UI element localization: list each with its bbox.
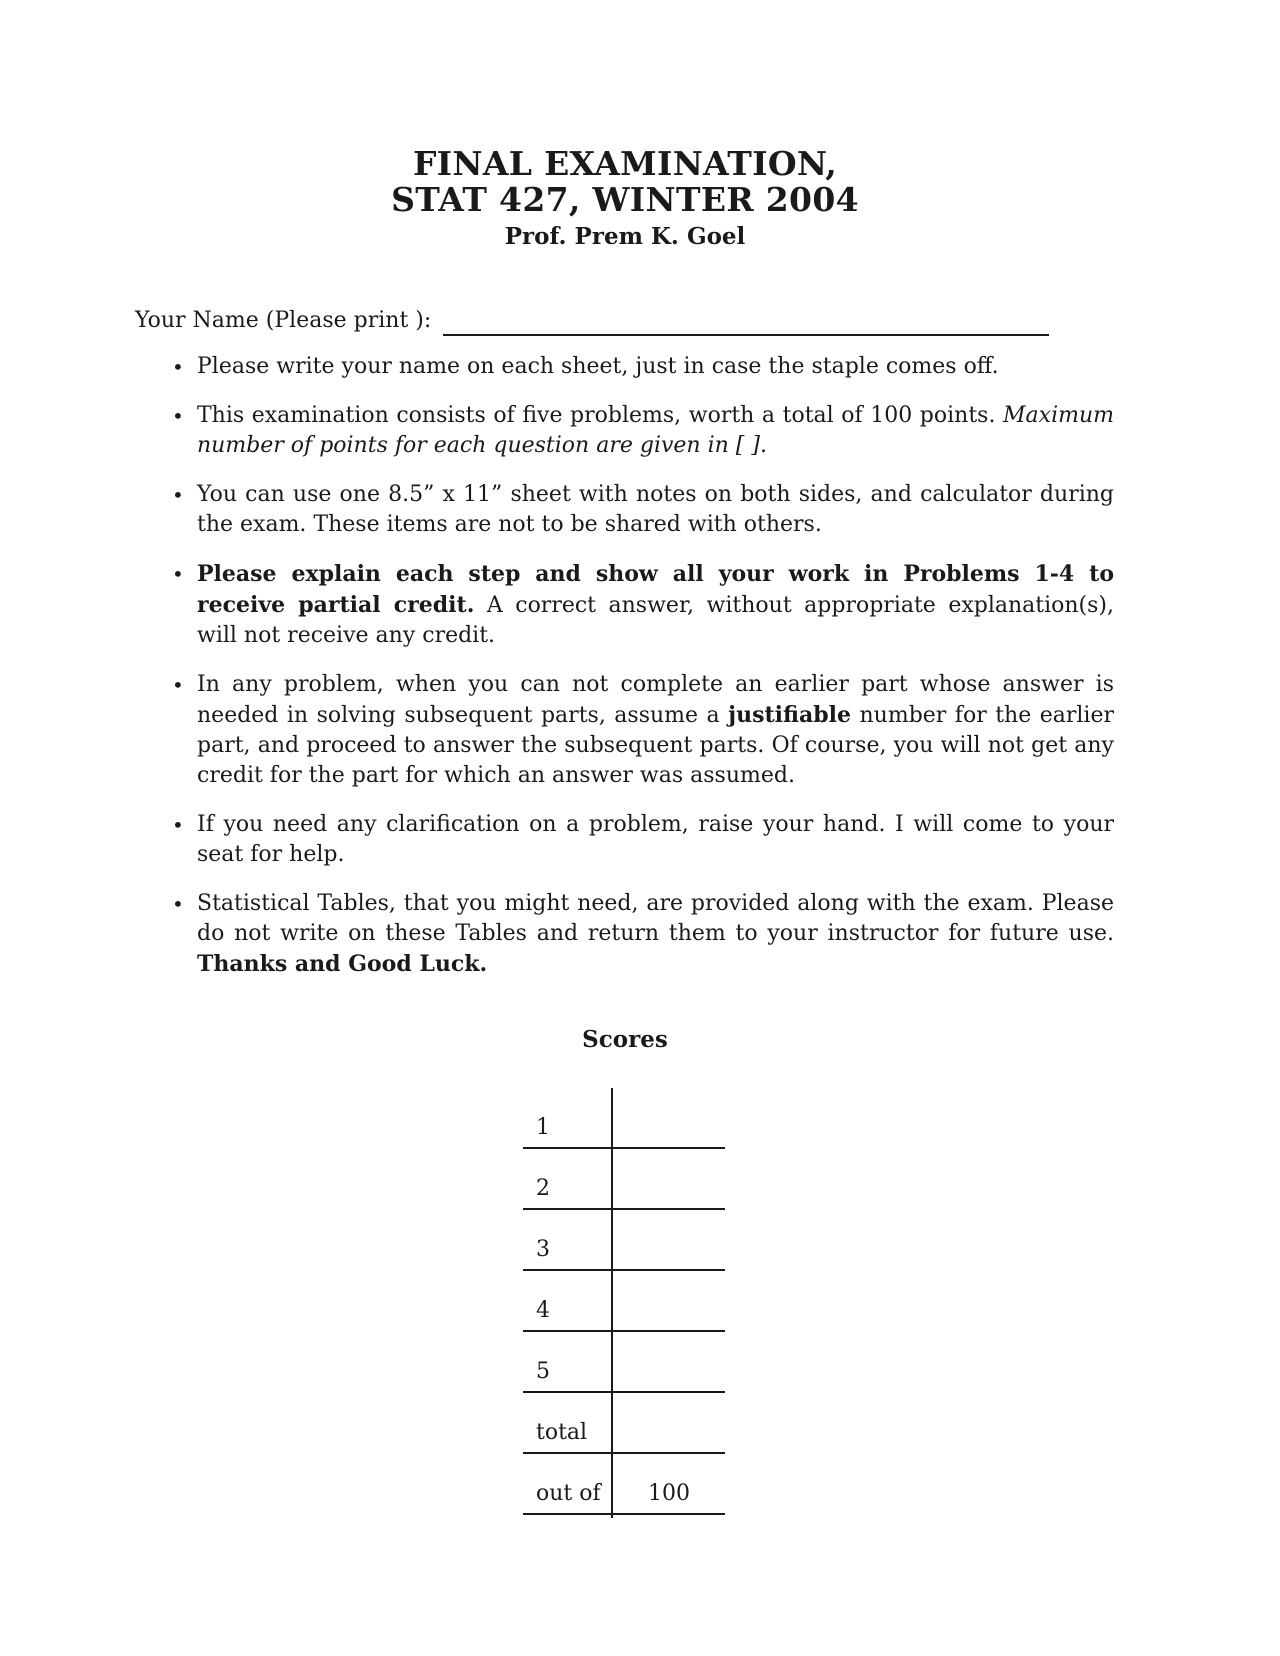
score-row-out-of xyxy=(523,1454,725,1515)
instruction-bold-text: Thanks and Good Luck. xyxy=(197,951,488,977)
instruction-text: In any problem, when you can not complete an earlier part whose answer is needed in solving subsequent parts, assume a xyxy=(197,672,1114,728)
professor-name: Prof. Prem K. Goel xyxy=(504,223,746,250)
score-row-total xyxy=(523,1393,725,1454)
instruction-text: A correct answer, without appropriate explanation(s), will not receive any credit. xyxy=(197,593,1115,648)
instruction-text: This examination consists of five problems, worth a total of 100 points. xyxy=(197,403,1004,428)
instruction-italic-text: Maximum number of points for each question are given in [ ]. xyxy=(197,403,1114,458)
score-row-label: total xyxy=(536,1420,588,1445)
instruction-text: If you need any clarification on a problem, raise your hand. I will come to your seat for help. xyxy=(197,812,1114,867)
instruction-item xyxy=(170,559,1114,651)
instruction-item xyxy=(170,670,1114,791)
instruction-text: number for the earlier part, and proceed to answer the subsequent parts. Of course, you will not get any credit for the part for which an answer was assumed. xyxy=(197,703,1114,788)
bullet-icon: • xyxy=(172,404,184,428)
scores-table xyxy=(523,1088,725,1515)
instructions-list xyxy=(170,352,1114,999)
student-name-blank[interactable] xyxy=(443,310,1049,336)
instruction-bold-text: justifiable xyxy=(728,702,852,728)
instruction-item xyxy=(170,810,1114,870)
score-row-3 xyxy=(523,1210,725,1271)
score-row-label: 5 xyxy=(536,1359,550,1384)
bullet-icon: • xyxy=(172,355,184,379)
score-row-label: 2 xyxy=(536,1176,550,1201)
instruction-text: Statistical Tables, that you might need, are provided along with the exam. Please do not write on these Tables and return them to your instructor for future use. xyxy=(197,891,1114,946)
exam-title-line-1: FINAL EXAMINATION, xyxy=(412,144,838,183)
bullet-icon: • xyxy=(172,483,184,507)
scores-title: Scores xyxy=(582,1026,668,1053)
student-name-label: Your Name (Please print ): xyxy=(135,308,432,333)
score-row-4 xyxy=(523,1271,725,1332)
bullet-icon: • xyxy=(172,673,184,697)
exam-header xyxy=(0,146,1250,254)
instruction-item xyxy=(170,401,1114,461)
instruction-item xyxy=(170,889,1114,980)
score-row-1 xyxy=(523,1088,725,1149)
student-name-row xyxy=(135,306,1049,336)
exam-title-line-2: STAT 427, WINTER 2004 xyxy=(391,180,859,219)
score-max-value: 100 xyxy=(648,1481,690,1506)
instruction-text: Please write your name on each sheet, just in case the staple comes off. xyxy=(197,354,999,379)
bullet-icon: • xyxy=(172,813,184,837)
score-row-5 xyxy=(523,1332,725,1393)
bullet-icon: • xyxy=(172,892,184,916)
score-row-2 xyxy=(523,1149,725,1210)
score-row-label: out of xyxy=(536,1481,601,1506)
score-row-label: 3 xyxy=(536,1237,550,1262)
score-row-label: 4 xyxy=(536,1298,550,1323)
score-row-label: 1 xyxy=(536,1115,550,1140)
instruction-item xyxy=(170,480,1114,540)
instruction-text: You can use one 8.5” x 11” sheet with notes on both sides, and calculator during the exam. These items are not to be shared with others. xyxy=(197,482,1114,537)
instruction-item xyxy=(170,352,1114,382)
instruction-bold-text: Please explain each step and show all your work in Problems 1-4 to receive partial credit. xyxy=(197,561,1114,618)
bullet-icon: • xyxy=(172,562,184,586)
